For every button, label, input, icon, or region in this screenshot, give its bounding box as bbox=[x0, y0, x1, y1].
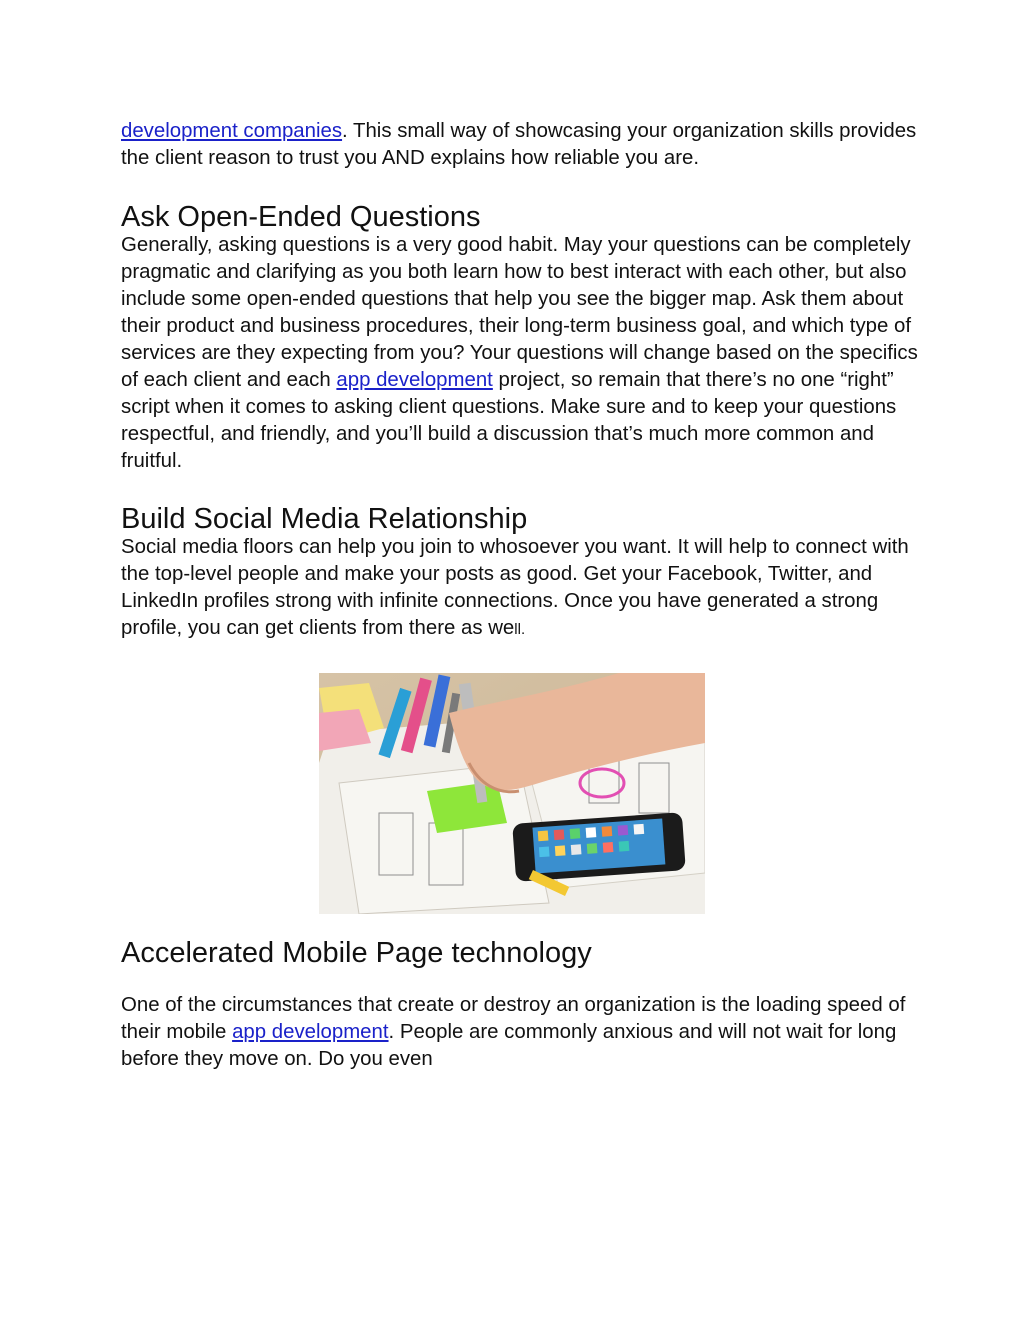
section1-paragraph bbox=[121, 232, 921, 475]
photo-hand-drawing-app-wireframes bbox=[319, 673, 705, 914]
heading-ask-open-ended-questions: Ask Open-Ended Questions bbox=[121, 201, 481, 233]
heading-build-social-media-relationship: Build Social Media Relationship bbox=[121, 503, 528, 535]
section2-paragraph bbox=[121, 534, 921, 643]
document-page bbox=[121, 118, 921, 1073]
intro-paragraph bbox=[121, 118, 921, 172]
section1-text-before: Generally, asking questions is a very good habit. May your questions can be completely pragmatic and clarifying as you both learn how to best interact with each other, but also include some open-ended questions that help you see the bigger map. Ask them about their product and business procedures, their long-term business goal, and which type of services are they expecting from you? Your questions will change based on the specifics of each client and each bbox=[121, 234, 918, 391]
app-development-link-2[interactable]: app development bbox=[232, 1021, 389, 1043]
section3-paragraph bbox=[121, 992, 921, 1073]
section3-text-after: . People are commonly anxious and will not wait for long before they move on. Do you even bbox=[121, 1021, 897, 1070]
section2-text-small: ll. bbox=[514, 621, 526, 638]
development-companies-link[interactable]: development companies bbox=[121, 120, 343, 142]
section3-text-before: One of the circumstances that create or destroy an organization is the loading speed of their mobile bbox=[121, 994, 906, 1043]
heading-accelerated-mobile-page-technology: Accelerated Mobile Page technology bbox=[121, 937, 592, 969]
section2-text: Social media floors can help you join to whosoever you want. It will help to connect with the top-level people and make your posts as good. Get your Facebook, Twitter, and LinkedIn profiles strong with infinite connections. Once you have generated a strong profile, you can get clients from there as we bbox=[121, 536, 909, 639]
section1-text-after: project, so remain that there’s no one “right” script when it comes to asking client questions. Make sure and to keep your questions respectful, and friendly, and you’ll build a discussion that’s much more common and fruitful. bbox=[121, 369, 897, 472]
app-development-link-1[interactable]: app development bbox=[336, 369, 493, 391]
photo-illustration bbox=[319, 673, 705, 914]
intro-text: . This small way of showcasing your organization skills provides the client reason to trust you AND explains how reliable you are. bbox=[121, 120, 917, 169]
